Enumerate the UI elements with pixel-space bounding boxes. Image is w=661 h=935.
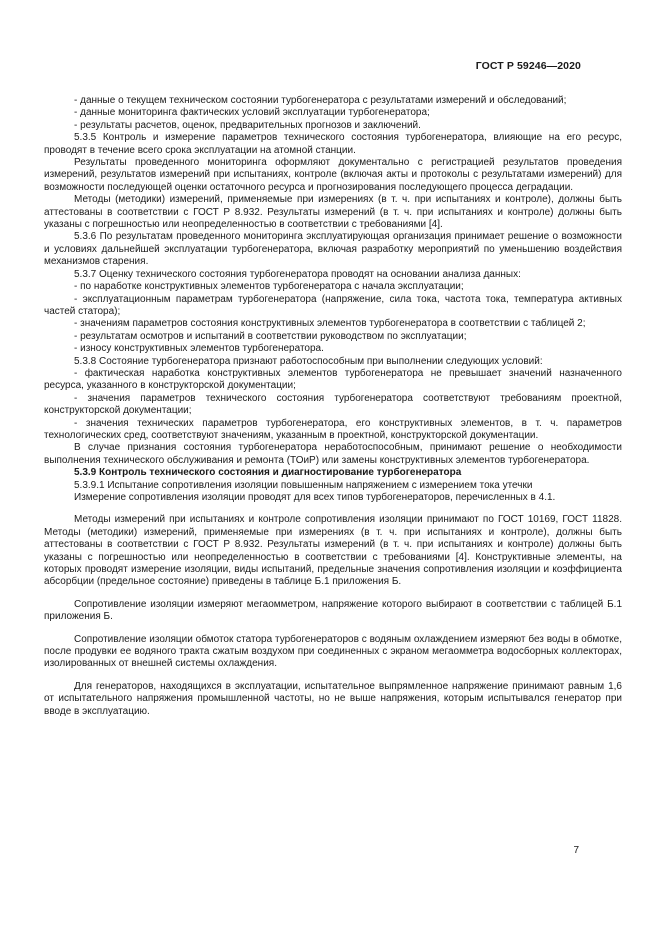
section-heading: 5.3.9 Контроль технического состояния и диагностирование турбогенератора [74,467,462,479]
paragraph: - износу конструктивных элементов турбогенератора. [74,343,324,355]
paragraph: 5.3.5 Контроль и измерение параметров технического состояния турбогенератора, влияющие на его ресурс, проводят в течение всего срока эксплуатации на атомной станции. [44,132,622,156]
paragraph: 5.3.9.1 Испытание сопротивления изоляции повышенным напряжением с измерением тока утечки [74,479,533,491]
paragraph: - значения параметров технического состояния турбогенератора соответствуют требованиям проектной, конструкторской документации; [44,392,622,417]
paragraph: - значения технических параметров турбогенератора, его конструктивных элементов, в т. ч. параметров технологических сред, соответствуют значениям, указанным в проектной, конструкторской документации. [44,417,622,441]
paragraph: Результаты проведенного мониторинга оформляют документально с регистрацией результатов проведения измерений, результатов измерений при испытаниях, контроле (включая акты и протоколы с результатами измерений) для возможности последующей оценки остаточного ресурса и прогнозирования последующего процесса деградации. [44,157,622,193]
paragraph: Методы измерений при испытаниях и контроле сопротивления изоляции принимают по ГОСТ 10169, ГОСТ 11828. Методы (методики) измерений, применяемые при измерениях (в т. ч. при испытаниях и контроле), должны быть аттестованы в соответствии с ГОСТ Р 8.932. Результаты измерений (в т. ч. при испытаниях и контроле) должны быть указаны с погрешностью или неопределенностью в соответствии с требованиями [4]. Конструктивные элементы, на которых проводят измерение изоляции, виды испытаний, предельные значения сопротивления изоляции и коэффициента абсорбции (предельное состояние) приведены в таблице Б.1 приложения Б. [44,514,622,588]
paragraph: - данные мониторинга фактических условий эксплуатации турбогенератора; [74,107,430,119]
paragraph: Для генераторов, находящихся в эксплуатации, испытательное выпрямленное напряжение принимают равным 1,6 от испытательного напряжения промышленной частоты, но не выше напряжения, которым испытывался генератор при вводе в эксплуатацию. [44,680,622,717]
paragraph: - фактическая наработка конструктивных элементов турбогенератора не превышает значений назначенного ресурса, указанного в конструкторской документации; [44,367,622,392]
paragraph: 5.3.7 Оценку технического состояния турбогенератора проводят на основании анализа данных: [74,268,521,280]
paragraph: Методы (методики) измерений, применяемые при измерениях (в т. ч. при испытаниях и контроле), должны быть аттестованы в соответствии с ГОСТ Р 8.932. Результаты измерений (в т. ч. при испытаниях и контроле) должны быть указаны с погрешностью или неопределенностью в соответствии с требованиями [4]. [44,194,622,231]
paragraph: 5.3.8 Состояние турбогенератора признают работоспособным при выполнении следующих условий: [74,355,543,367]
paragraph: - по наработке конструктивных элементов турбогенератора с начала эксплуатации; [74,281,464,293]
paragraph: Сопротивление изоляции измеряют мегаомметром, напряжение которого выбирают в соответствии с таблицей Б.1 приложения Б. [44,598,622,623]
paragraph: - значениям параметров состояния конструктивных элементов турбогенератора в соответствии с таблицей 2; [74,318,586,330]
paragraph: - результаты расчетов, оценок, предварительных прогнозов и заключений. [74,119,421,131]
document-body [44,95,622,718]
paragraph: В случае признания состояния турбогенератора неработоспособным, принимают решение о необходимости выполнения технического обслуживания и ремонта (ТОиР) или замены конструктивных элементов турбогенератора. [44,442,622,466]
page-number: 7 [573,845,579,856]
paragraph: - эксплуатационным параметрам турбогенератора (напряжение, сила тока, частота тока, температура активных частей статора); [44,293,622,317]
document-code: ГОСТ Р 59246—2020 [475,60,581,72]
paragraph: - результатам осмотров и испытаний в соответствии руководством по эксплуатации; [74,330,467,342]
paragraph: Сопротивление изоляции обмоток статора турбогенераторов с водяным охлаждением измеряют без воды в обмотке, после продувки ее водяного тракта сжатым воздухом при соединенных с экраном мегаомметра водосборных коллекторах, изолированных от внешней системы охлаждения. [44,633,622,670]
paragraph: Измерение сопротивления изоляции проводят для всех типов турбогенераторов, перечисленных в 4.1. [74,492,556,503]
paragraph: - данные о текущем техническом состоянии турбогенератора с результатами измерений и обследований; [74,95,567,106]
paragraph: 5.3.6 По результатам проведенного мониторинга эксплуатирующая организация принимает решение о возможности и условиях дальнейшей эксплуатации турбогенератора, включая разработку мероприятий по уменьшению воздействия механизмов старения. [44,231,622,268]
